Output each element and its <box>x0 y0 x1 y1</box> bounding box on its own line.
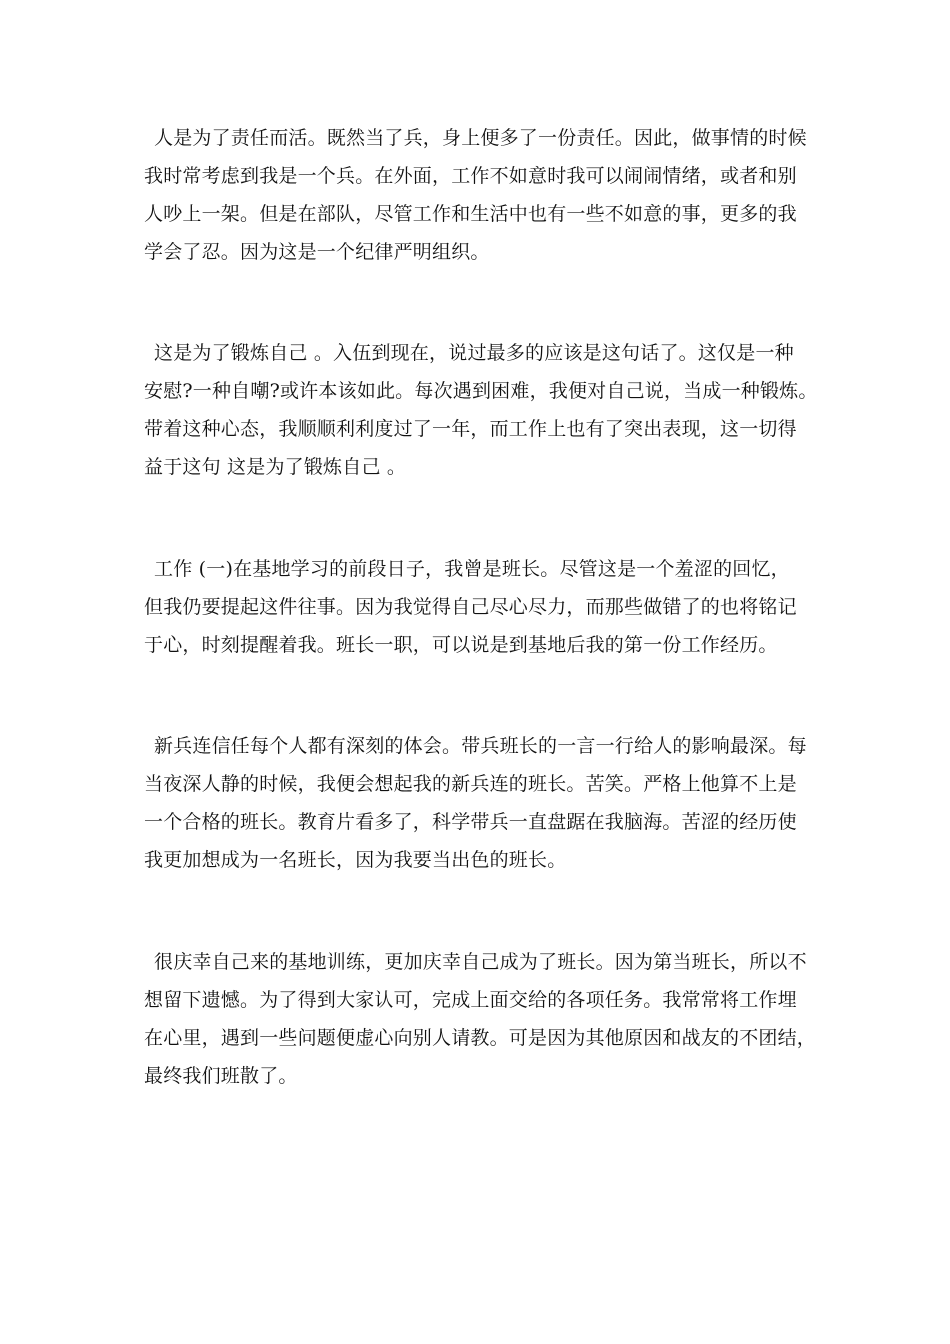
paragraph-line: 想留下遗憾。为了得到大家认可，完成上面交给的各项任务。我常常将工作埋 <box>144 989 797 1011</box>
paragraph-line: 益于这句 这是为了锻炼自己 。 <box>144 456 407 478</box>
paragraph-line: 我时常考虑到我是一个兵。在外面，工作不如意时我可以闹闹情绪，或者和别 <box>144 165 797 187</box>
paragraph-line: 在心里，遇到一些问题便虚心向别人请教。可是因为其他原因和战友的不团结， <box>144 1027 817 1049</box>
paragraph-line: 但我仍要提起这件往事。因为我觉得自己尽心尽力，而那些做错了的也将铭记 <box>144 596 797 618</box>
paragraph-line: 一个合格的班长。教育片看多了，科学带兵一直盘踞在我脑海。苦涩的经历使 <box>144 811 797 833</box>
paragraph-line: 人是为了责任而活。既然当了兵，身上便多了一份责任。因此，做事情的时候 <box>154 127 807 149</box>
paragraph-line: 于心，时刻提醒着我。班长一职，可以说是到基地后我的第一份工作经历。 <box>144 634 778 656</box>
paragraph-line: 这是为了锻炼自己 。入伍到现在，说过最多的应该是这句话了。这仅是一种 <box>154 342 794 364</box>
paragraph-line: 很庆幸自己来的基地训练，更加庆幸自己成为了班长。因为第当班长，所以不 <box>154 951 807 973</box>
paragraph-line: 人吵上一架。但是在部队，尽管工作和生活中也有一些不如意的事，更多的我 <box>144 203 797 225</box>
paragraph-line: 当夜深人静的时候，我便会想起我的新兵连的班长。苦笑。严格上他算不上是 <box>144 773 797 795</box>
paragraph-line: 带着这种心态，我顺顺利利度过了一年，而工作上也有了突出表现，这一切得 <box>144 418 797 440</box>
paragraph-line: 工作 (一)在基地学习的前段日子，我曾是班长。尽管这是一个羞涩的回忆， <box>154 558 790 580</box>
paragraph-line: 我更加想成为一名班长，因为我要当出色的班长。 <box>144 849 567 871</box>
paragraph-line: 新兵连信任每个人都有深刻的体会。带兵班长的一言一行给人的影响最深。每 <box>154 735 807 757</box>
paragraph-line: 安慰?一种自嘲?或许本该如此。每次遇到困难，我便对自己说，当成一种锻炼。 <box>144 380 818 402</box>
paragraph-line: 最终我们班散了。 <box>144 1065 298 1087</box>
paragraph-line: 学会了忍。因为这是一个纪律严明组织。 <box>144 241 490 263</box>
